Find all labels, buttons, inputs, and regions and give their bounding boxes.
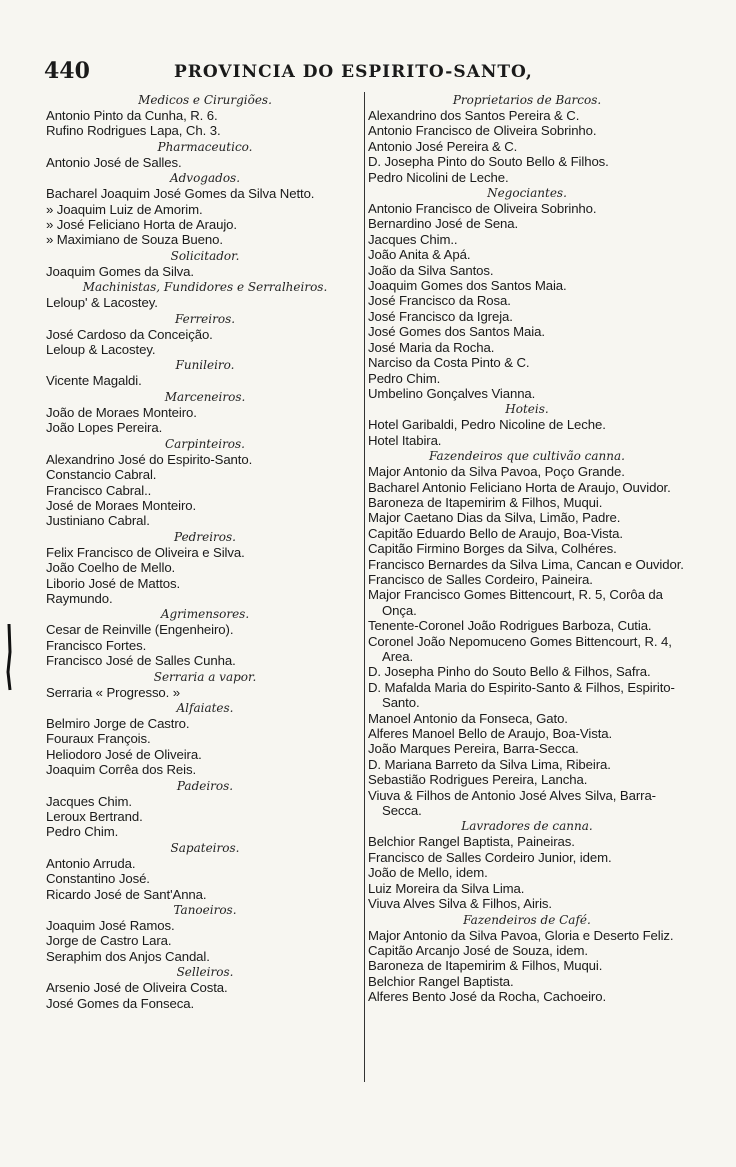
directory-entry: Baroneza de Itapemirim & Filhos, Muqui. [368,494,603,510]
section-heading: Tanoeiros. [173,903,237,918]
directory-entry: Jorge de Castro Lara. [46,933,172,949]
directory-section [46,437,364,529]
directory-entry: Liborio José de Mattos. [46,575,181,591]
section-heading: Carpinteiros. [164,436,245,451]
directory-entry: Francisco José de Salles Cunha. [46,653,236,669]
right-column [368,92,686,1005]
page-number: 440 [44,58,90,84]
directory-section [46,670,364,700]
section-heading: Hoteis. [505,402,549,417]
section-heading: Medicos e Cirurgiões. [138,93,272,107]
directory-section [368,449,686,818]
section-heading: Pharmaceutico. [157,139,253,154]
page-header [44,58,674,88]
directory-entry: Leloup' & Lacostey. [46,295,158,311]
directory-entry: Alferes Bento José da Rocha, Cachoeiro. [368,989,607,1005]
directory-entry: Vicente Magaldi. [46,373,142,389]
directory-entry: Hotel Garibaldi, Pedro Nicoline de Leche. [368,417,606,433]
directory-entry: » José Feliciano Horta de Araujo. [46,217,237,233]
directory-entry: Manoel Antonio da Fonseca, Gato. [368,710,568,726]
directory-entry: José Gomes dos Santos Maia. [368,324,545,340]
directory-entry: João Marques Pereira, Barra-Secca. [368,741,579,757]
directory-entry: Antonio Francisco de Oliveira Sobrinho. [368,123,597,139]
directory-entry: Narciso da Costa Pinto & C. [368,355,530,371]
directory-entry: José Francisco da Rosa. [368,293,511,309]
directory-entry: Bacharel Antonio Feliciano Horta de Araujo, Ouvidor. [368,479,671,495]
directory-section [46,358,364,388]
directory-entry: Antonio José de Salles. [46,154,182,170]
section-heading: Sapateiros. [170,840,240,855]
directory-entry: Leroux Bertrand. [46,809,143,824]
section-heading: Funileiro. [175,358,235,373]
directory-entry: Arsenio José de Oliveira Costa. [46,980,228,996]
directory-entry: Raymundo. [46,590,113,606]
directory-section [46,841,364,902]
left-column [46,92,364,1011]
directory-section [368,93,686,185]
directory-entry: Baroneza de Itapemirim & Filhos, Muqui. [368,958,603,974]
directory-entry: Joaquim Gomes da Silva. [46,263,194,279]
directory-entry: » Maximiano de Souza Bueno. [46,232,223,248]
directory-entry: Coronel João Nepomuceno Gomes Bittencourt, R. 4, Area. [368,633,672,664]
directory-entry: Luiz Moreira da Silva Lima. [368,880,525,896]
directory-entry: D. Josepha Pinho do Souto Bello & Filhos, Safra. [368,664,651,680]
section-heading: Serraria a vapor. [153,669,257,684]
directory-entry: João Anita & Apá. [368,247,471,263]
directory-section [46,390,364,436]
directory-entry: João Coelho de Mello. [46,560,176,576]
directory-section [46,249,364,279]
section-heading: Negociantes. [487,186,567,201]
section-heading: Marceneiros. [164,389,246,404]
directory-entry: Heliodoro José de Oliveira. [46,746,202,762]
directory-section [368,402,686,448]
directory-entry: Viuva & Filhos de Antonio José Alves Silva, Barra-Secca. [368,787,656,819]
directory-entry: Antonio José Pereira & C. [368,138,518,154]
directory-section [46,140,364,170]
directory-section [46,701,364,778]
directory-entry: Antonio Pinto da Cunha, R. 6. [46,108,218,123]
section-heading: Padeiros. [176,778,234,793]
directory-entry: José Gomes da Fonseca. [46,995,195,1011]
directory-entry: Constantino José. [46,871,150,887]
directory-section [46,607,364,668]
section-heading: Lavradores de canna. [461,819,593,834]
directory-entry: Pedro Chim. [368,370,441,386]
column-divider [364,92,365,1082]
directory-entry: Major Caetano Dias da Silva, Limão, Padre. [368,510,621,526]
directory-entry: Jacques Chim.. [368,231,458,247]
section-heading: Solicitador. [170,248,240,263]
directory-entry: D. Mariana Barreto da Silva Lima, Ribeira. [368,756,611,772]
directory-entry: Rufino Rodrigues Lapa, Ch. 3. [46,123,221,139]
directory-section [368,913,686,1005]
section-heading: Ferreiros. [174,311,236,326]
directory-entry: José de Moraes Monteiro. [46,497,197,513]
directory-entry: João de Moraes Monteiro. [46,404,197,420]
directory-entry: José Francisco da Igreja. [368,308,513,324]
directory-entry: Joaquim Corrêa dos Reis. [46,762,197,778]
directory-entry: Antonio Arruda. [46,855,136,871]
directory-entry: Belchior Rangel Baptista, Paineiras. [368,834,575,850]
directory-entry: Pedro Nicolini de Leche. [368,169,509,185]
directory-entry: Bernardino José de Sena. [368,216,519,232]
directory-entry: Major Antonio da Silva Pavoa, Poço Grande. [368,464,625,480]
directory-entry: Hotel Itabira. [368,432,442,448]
directory-entry: Francisco de Salles Cordeiro Junior, idem. [368,849,612,865]
directory-section [46,903,364,964]
ink-mark-decoration [4,622,14,692]
section-heading: Agrimensores. [160,607,250,622]
directory-entry: Jacques Chim. [46,793,132,809]
directory-entry: Francisco Fortes. [46,637,147,653]
directory-section [46,965,364,1011]
section-heading: Machinistas, Fundidores e Serralheiros. [82,280,328,295]
directory-entry: Francisco Bernardes da Silva Lima, Cancan e Ouvidor. [368,556,684,572]
section-heading: Fazendeiros de Café. [463,912,591,927]
directory-section [368,186,686,401]
directory-entry: Seraphim dos Anjos Candal. [46,948,210,964]
directory-entry: Capitão Arcanjo José de Souza, idem. [368,942,588,958]
directory-entry: Constancio Cabral. [46,467,157,483]
directory-entry: Leloup & Lacostey. [46,342,156,358]
section-heading: Pedreiros. [174,529,236,544]
directory-entry: Major Francisco Gomes Bittencourt, R. 5, Corôa da Onça. [368,587,663,618]
directory-section [46,280,364,310]
directory-section [46,93,364,139]
section-heading: Selleiros. [176,965,234,980]
directory-entry: Capitão Firmino Borges da Silva, Colhéres. [368,541,617,557]
directory-entry: Cesar de Reinville (Engenheiro). [46,622,234,638]
directory-entry: José Maria da Rocha. [368,339,495,355]
directory-entry: Francisco Cabral.. [46,482,152,498]
directory-entry: Belmiro Jorge de Castro. [46,715,190,731]
section-heading: Fazendeiros que cultivão canna. [429,449,625,464]
directory-entry: Pedro Chim. [46,824,119,840]
directory-entry: Sebastião Rodrigues Pereira, Lancha. [368,772,588,788]
directory-section [46,530,364,607]
directory-entry: D. Josepha Pinto do Souto Bello & Filhos. [368,154,609,170]
directory-entry: » Joaquim Luiz de Amorim. [46,201,203,217]
directory-entry: José Cardoso da Conceição. [46,326,213,342]
directory-entry: Serraria « Progresso. » [46,684,181,700]
directory-entry: Joaquim José Ramos. [46,918,175,934]
directory-section [46,779,364,840]
directory-entry: Antonio Francisco de Oliveira Sobrinho. [368,201,597,217]
directory-section [368,819,686,911]
directory-entry: Alexandrino dos Santos Pereira & C. [368,108,580,123]
directory-entry: Bacharel Joaquim José Gomes da Silva Netto. [46,186,315,202]
directory-entry: Joaquim Gomes dos Santos Maia. [368,278,567,294]
directory-entry: Ricardo José de Sant'Anna. [46,886,207,902]
directory-entry: Francisco de Salles Cordeiro, Paineira. [368,571,593,587]
section-heading: Alfaiates. [176,700,234,715]
directory-section [46,312,364,358]
directory-entry: Capitão Eduardo Bello de Araujo, Boa-Vista. [368,525,623,541]
section-heading: Proprietarios de Barcos. [452,93,602,107]
directory-entry: Alferes Manoel Bello de Araujo, Boa-Vista. [368,726,613,742]
running-title: PROVINCIA DO ESPIRITO-SANTO, [174,62,533,82]
directory-entry: Viuva Alves Silva & Filhos, Airis. [368,896,552,912]
directory-entry: D. Mafalda Maria do Espirito-Santo & Filhos, Espirito-Santo. [368,679,675,711]
directory-entry: João de Mello, idem. [368,865,488,881]
directory-entry: Umbelino Gonçalves Vianna. [368,385,536,401]
directory-entry: João da Silva Santos. [368,262,494,278]
directory-section [46,171,364,248]
directory-entry: João Lopes Pereira. [46,420,163,436]
directory-entry: Alexandrino José do Espirito-Santo. [46,451,253,467]
directory-entry: Belchior Rangel Baptista. [368,973,514,989]
directory-entry: Major Antonio da Silva Pavoa, Gloria e Deserto Feliz. [368,927,674,943]
section-heading: Advogados. [169,171,241,186]
directory-entry: Tenente-Coronel João Rodrigues Barboza, Cutia. [368,618,652,634]
directory-entry: Justiniano Cabral. [46,513,150,529]
directory-entry: Fouraux François. [46,731,151,747]
directory-entry: Felix Francisco de Oliveira e Silva. [46,544,245,560]
